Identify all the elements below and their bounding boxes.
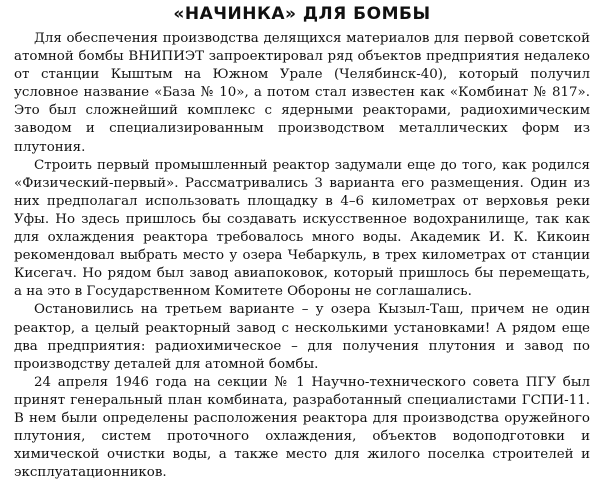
article-body — [14, 30, 590, 482]
paragraph-4: 24 апреля 1946 года на секции № 1 Научно-технического совета ПГУ был принят генеральный план комбината, разработанный специалистами ГСПИ-11. В нем были определены расположения реактора для производства оружейного плутония, систем проточного охлаждения, объектов водоподготовки и химической очистки воды, а также место для жилого поселка строителей и эксплуатационников. — [14, 374, 590, 481]
paragraph-1: Для обеспечения производства делящихся материалов для первой советской атомной бомбы ВНИПИЭТ запроектировал ряд объектов предприятия недалеко от станции Кыштым на Южном Урале (Челябинск-40), который получил условное название «База № 10», а потом стал известен как «Комбинат № 817». Это был сложнейший комплекс с ядерными реакторами, радиохимическим заводом и специализированным производством металлических форм из плутония. — [14, 31, 590, 155]
paragraph-3: Остановились на третьем варианте – у озера Кызыл-Таш, причем не один реактор, а целый реакторный завод с несколькими установками! А рядом еще два предприятия: радиохимическое – для получения плутония и завод по производству деталей для атомной бомбы. — [14, 302, 590, 372]
article-title: «НАЧИНКА» ДЛЯ БОМБЫ — [173, 4, 431, 24]
paragraph-2: Строить первый промышленный реактор задумали еще до того, как родился «Физический-первый». Рассматривались 3 варианта его размещения. Один из них предполагал использовать площадку в 4–6 километрах от верховья реки Уфы. Но здесь пришлось бы создавать искусственное водохранилище, так как для охлаждения реактора требовалось много воды. Академик И. К. Кикоин рекомендовал выбрать место у озера Чебаркуль, в трех километрах от станции Кисегач. Но рядом был завод авиапоковок, который пришлось бы перемещать, а на это в Государственном Комитете Обороны не соглашались. — [14, 157, 590, 300]
